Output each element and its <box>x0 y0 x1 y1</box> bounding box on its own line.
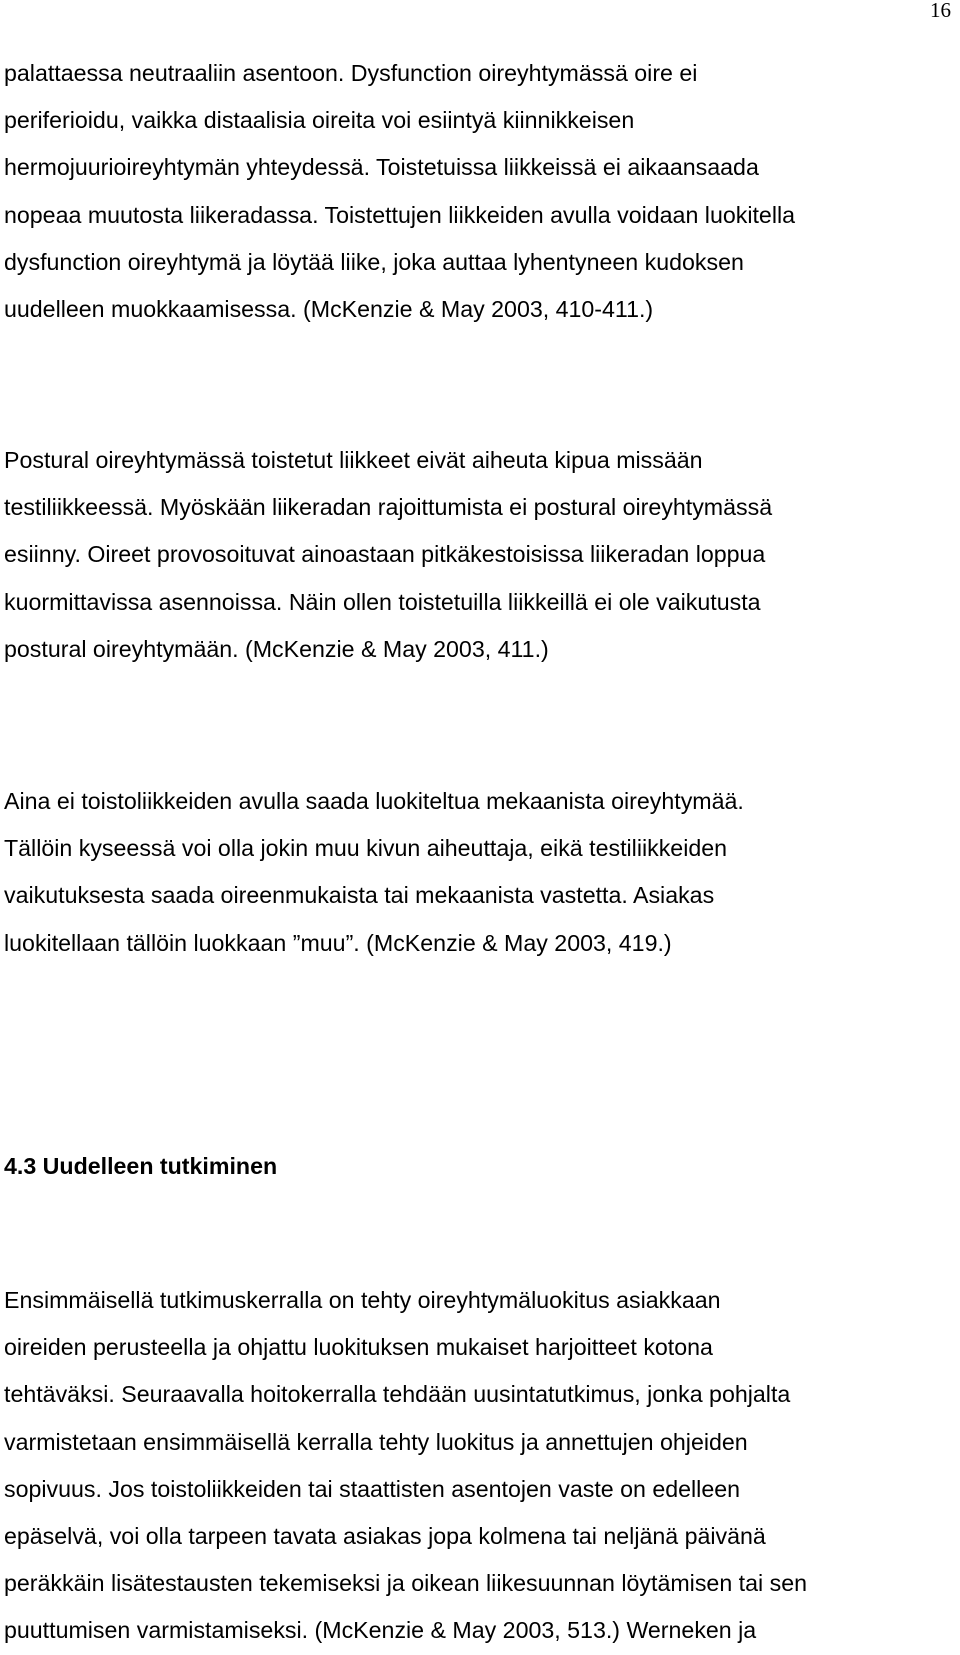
text-line: Postural oireyhtymässä toistetut liikkeet eivät aiheuta kipua missään <box>4 447 703 473</box>
text-line: peräkkäin lisätestausten tekemiseksi ja oikean liikesuunnan löytämisen tai sen <box>4 1570 807 1597</box>
text-line: esiinny. Oireet provosoituvat ainoastaan pitkäkestoisissa liikeradan loppua <box>4 541 766 568</box>
text-line: luokitellaan tällöin luokkaan ”muu”. (McKenzie & May 2003, 419.) <box>4 929 672 956</box>
text-line: hermojuurioireyhtymän yhteydessä. Toistetuissa liikkeissä ei aikaansaada <box>4 154 759 181</box>
text-line: sopivuus. Jos toistoliikkeiden tai staattisten asentojen vaste on edelleen <box>4 1475 741 1502</box>
paragraph-other <box>4 778 952 967</box>
text-line: Aina ei toistoliikkeiden avulla saada luokiteltua mekaanista oireyhtymää. <box>4 788 744 814</box>
text-line: puuttumisen varmistamiseksi. (McKenzie & May 2003, 513.) Werneken ja <box>4 1617 757 1644</box>
text-line: periferioidu, vaikka distaalisia oireita voi esiintyä kiinnikkeisen <box>4 107 635 134</box>
text-line: Ensimmäisellä tutkimuskerralla on tehty oireyhtymäluokitus asiakkaan <box>4 1287 721 1313</box>
text-line: kuormittavissa asennoissa. Näin ollen toistetuilla liikkeillä ei ole vaikutusta <box>4 588 761 615</box>
paragraph-postural <box>4 437 952 673</box>
text-line: postural oireyhtymään. (McKenzie & May 2003, 411.) <box>4 635 549 662</box>
paragraph-dysfunction <box>4 50 952 333</box>
text-line: uudelleen muokkaamisessa. (McKenzie & May 2003, 410-411.) <box>4 296 654 323</box>
text-line: vaikutuksesta saada oireenmukaista tai mekaanista vastetta. Asiakas <box>4 882 715 909</box>
text-line: tehtäväksi. Seuraavalla hoitokerralla tehdään uusintatutkimus, jonka pohjalta <box>4 1381 791 1408</box>
text-line: epäselvä, voi olla tarpeen tavata asiakas jopa kolmena tai neljänä päivänä <box>4 1523 766 1550</box>
text-line: dysfunction oireyhtymä ja löytää liike, joka auttaa lyhentyneen kudoksen <box>4 248 744 275</box>
paragraph-reassessment <box>4 1277 952 1655</box>
section-heading: 4.3 Uudelleen tutkiminen <box>4 1153 278 1179</box>
text-line: nopeaa muutosta liikeradassa. Toistettujen liikkeiden avulla voidaan luokitella <box>4 201 796 228</box>
text-line: testiliikkeessä. Myöskään liikeradan rajoittumista ei postural oireyhtymässä <box>4 494 773 521</box>
text-line: palattaessa neutraaliin asentoon. Dysfunction oireyhtymässä oire ei <box>4 60 698 86</box>
text-line: Tällöin kyseessä voi olla jokin muu kivun aiheuttaja, eikä testiliikkeiden <box>4 835 728 862</box>
text-line: varmistetaan ensimmäisellä kerralla tehty luokitus ja annettujen ohjeiden <box>4 1428 748 1455</box>
page-number: 16 <box>930 0 951 22</box>
text-line: oireiden perusteella ja ohjattu luokituksen mukaiset harjoitteet kotona <box>4 1334 713 1361</box>
